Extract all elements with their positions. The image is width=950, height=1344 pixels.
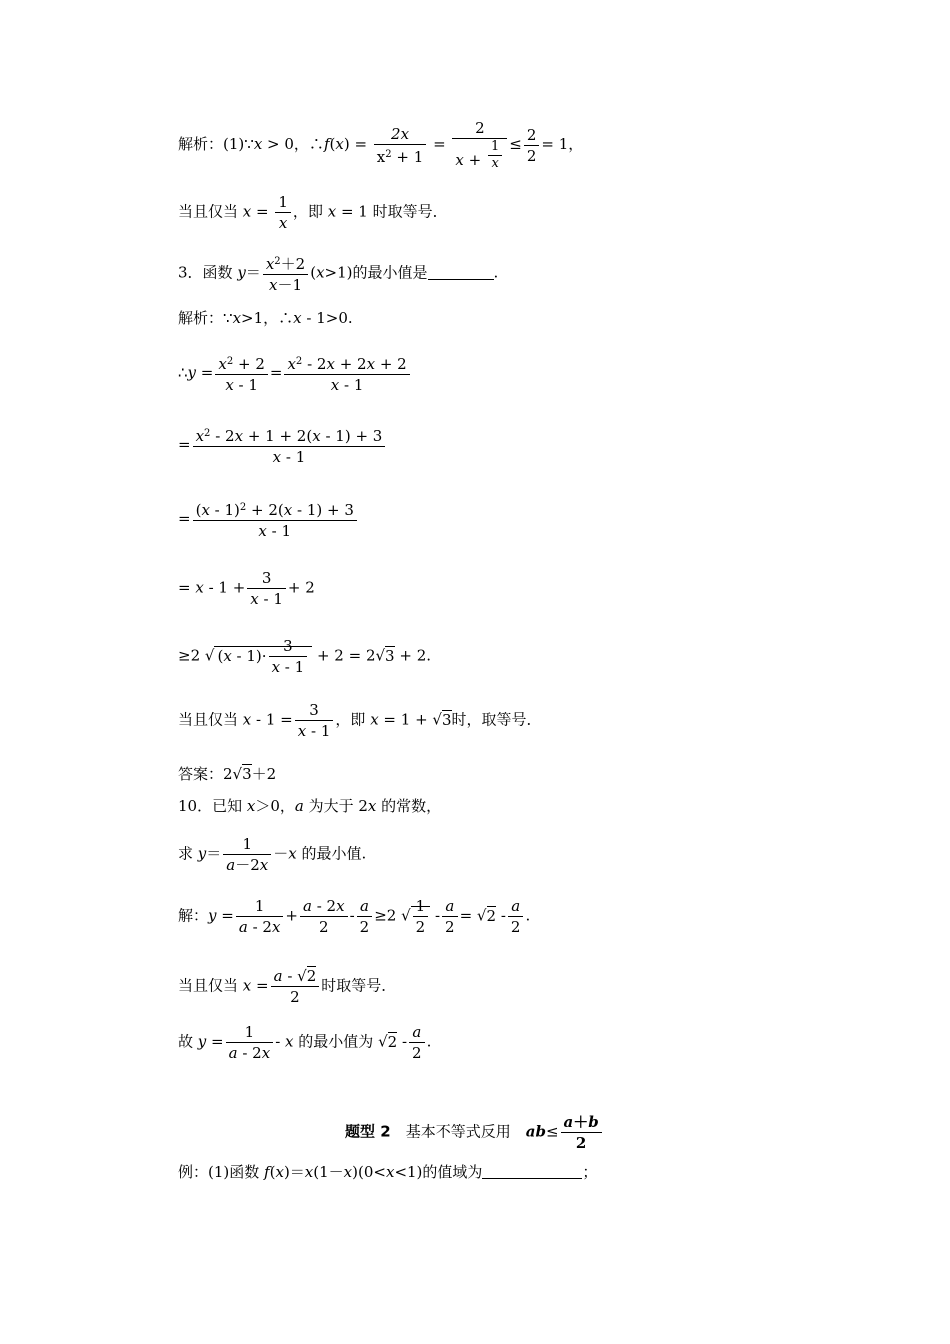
solution-3-line-1: 解析：∵x>1，∴x - 1>0. [178, 309, 353, 327]
solution-10-line-2: 当且仅当 x = $\frac{a - √2}{2}$ 时取等号． [178, 967, 397, 1006]
question-10: 10．已知 x＞0，a 为大于 2x 的常数， [178, 797, 442, 815]
solution-3-line-6: ≥2 √ (x - 1)· $\frac{3}{x - 1}$ + 2 = 2√3 + 2. [178, 637, 432, 676]
solution-10-line-1: 解：y = $\frac{1}{a - 2x}$ + $\frac{a - 2x}{2}$ - $\frac{a}{2}$ ≥2 √ $\frac{1}{2}$ - $\frac{a}{2}$ = √2 - $\frac{a}{2}$ . [178, 897, 531, 936]
solution-3-line-7: 当且仅当 x - 1 = $\frac{3}{x - 1}$ ，即 x = 1 + √3时，取等号． [178, 701, 542, 740]
solution-line-2: 当且仅当 x = $\frac{1}{x}$ ，即 x = 1 时取等号． [178, 193, 448, 232]
solution-3-line-5: = x - 1 + $\frac{3}{x - 1}$ + 2 [178, 569, 315, 608]
solution-line-1: 解析：(1)∵x > 0，∴f(x) = $\frac{2x}{x^2 + 1}$ = 2 x + $\frac{1}{x}$ ≤ $\frac{2}{2}$ = 1， [178, 119, 584, 171]
section-heading: 题型 2 基本不等式反用 ab≤ $\frac{a+b}{2}$ [345, 1112, 604, 1153]
solution-10-line-3: 故 y = $\frac{1}{a - 2x}$ - x 的最小值为 √2 - $\frac{a}{2}$ . [178, 1023, 432, 1062]
question-10-line-2: 求 y＝ $\frac{1}{a-2x}$ －x 的最小值. [178, 835, 367, 874]
answer-3: 答案：2√3＋2 [178, 765, 277, 783]
solution-3-line-2: ∴y = $\frac{x^2 + 2}{x - 1}$ = $\frac{x^2 - 2x + 2x + 2}{x - 1}$ [178, 352, 412, 395]
solution-3-line-4: = $\frac{(x - 1)^2 + 2(x - 1) + 3}{x - 1}$ [178, 498, 359, 541]
example-line: 例：(1)函数 f(x)＝x(1－x)(0<x<1)的值域为 ； [178, 1163, 598, 1181]
question-3: 3．函数 y＝ $\frac{x^2+2}{x-1}$ (x>1)的最小值是 . [178, 252, 498, 295]
solution-3-line-3: = $\frac{x^2 - 2x + 1 + 2(x - 1) + 3}{x - 1}$ [178, 424, 387, 467]
